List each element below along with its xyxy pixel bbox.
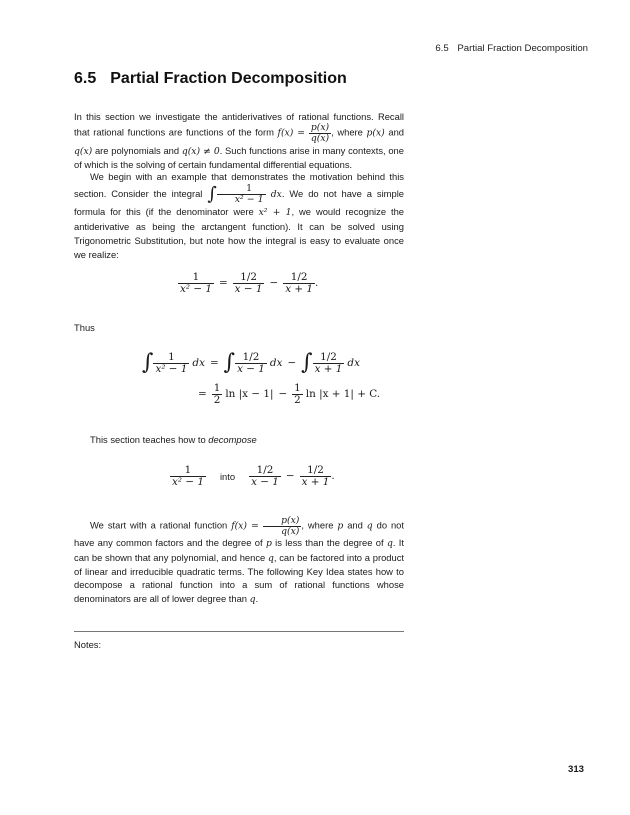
page-number: 313 [568,764,585,775]
fraction-denominator: x + 1 [301,475,330,488]
running-head-section-number: 6.5 [435,43,449,54]
fraction-numerator: 1/2 [290,271,308,283]
section-title [74,70,347,88]
fraction-term-b [313,352,345,375]
fraction-p-over-q [309,123,331,143]
text-run: , where [301,519,338,531]
period: . [331,470,335,483]
text-run: . [255,592,259,604]
fraction-lhs [170,465,206,488]
text-run: and [384,126,404,138]
text-run: We begin with an example that demonstrates the motivation behind this section. Consider the integral [74,171,404,199]
fraction-numerator: 1/2 [307,464,324,476]
text-run: do not have any common factors and the degree of [74,519,404,549]
equals-sign: = [209,357,219,370]
section-title-number: 6.5 [74,70,97,87]
period: . [314,277,319,290]
fraction-denominator: q(x) [310,132,330,144]
math-dx: dx [347,357,360,370]
math-dx: dx [269,357,283,370]
text-run: , where [331,126,367,138]
notes-divider [74,631,404,632]
integral-sign: ∫ [223,350,236,376]
motivation-paragraph [74,170,404,262]
text-run: . We do not have a simple formula for this (if the denominator were [74,187,404,217]
fraction-numerator: 1/2 [242,351,260,363]
equation-into [170,465,335,488]
fraction-denominator: x − 1 [234,282,263,295]
math-x2-plus-1: x² + 1 [258,206,292,218]
fraction-denominator: x² − 1 [180,282,212,295]
fraction-one-half [212,383,223,406]
math-q: q [268,552,274,564]
notes-label: Notes: [74,639,102,650]
text-run: . Such functions arise in many contexts, one of which is the solving of certain fundamental differential equations. [74,144,404,170]
fraction-lhs [153,352,189,375]
text-run: is less than the degree of [271,537,387,549]
minus-sign: − [278,388,288,401]
math-condition: q(x) ≠ 0 [181,145,220,157]
math-q: q [366,520,373,532]
teach-sentence [74,433,404,446]
math-f-of-x: f(x) = [277,127,309,139]
log-term-2: ln |x + 1| + C. [305,388,381,401]
fraction-denominator: q(x) [263,526,301,537]
intro-paragraph [74,110,404,171]
emphasized-word: decompose [208,434,257,445]
text-run: , we would recognize the antiderivative as being the arctangent function). It can be solved using Trigonometric Substitution, but note how the integral is easy to evaluate once we realize: [74,205,404,260]
minus-sign: − [285,470,295,483]
text-run: are polynomials and [92,144,182,156]
text-run: In this section we investigate the antiderivatives of rational functions. Recall that rational functions are functions of the form [74,111,404,138]
integral-sign: ∫ [142,350,154,376]
fraction-denominator: x + 1 [285,282,313,295]
minus-sign: − [287,357,297,370]
section-title-text: Partial Fraction Decomposition [110,70,347,87]
fraction-one-over-x2-minus-1 [217,184,266,205]
text-run: and [343,519,367,531]
equals-sign: = [198,388,207,401]
fraction-denominator: x² − 1 [217,194,266,205]
fraction-denominator: x − 1 [237,362,265,375]
log-term-1: ln |x − 1| [225,388,274,401]
fraction-term-a [249,465,281,488]
fraction-numerator: 1 [168,351,175,363]
text-run: We start with a rational function [90,519,232,531]
math-q: q [249,593,256,605]
text-run: . It can be shown that any polynomial, and hence [74,537,404,563]
fraction-numerator: 1 [192,271,200,283]
integral-sign: ∫ [301,350,313,376]
fraction-numerator: p(x) [281,515,300,526]
math-p: p [265,538,272,550]
equation-decomposition [178,272,318,295]
math-f-of-x: f(x) = [231,520,264,532]
fraction-numerator: 1 [184,464,192,476]
running-head [435,43,588,54]
math-dx: dx [265,188,282,200]
fraction-term-b [300,464,335,488]
running-head-section-name: Partial Fraction Decomposition [457,43,588,54]
fraction-denominator: x + 1 [314,362,343,375]
math-p: p [337,520,344,532]
fraction-one-half [292,383,303,406]
minus-sign: − [269,277,279,290]
fraction-numerator: 1/2 [256,464,274,476]
into-word: into [219,470,236,482]
fraction-numerator: 1 [246,183,253,194]
math-q-of-x: q(x) [74,145,93,157]
fraction-numerator: 1/2 [320,351,337,363]
equation-integral-line2 [193,383,380,406]
math-q: q [386,538,393,550]
fraction-numerator: 1/2 [240,271,257,283]
integral-sign: ∫ [207,183,217,205]
fraction-p-over-q [263,516,301,536]
rational-function-paragraph [74,516,404,606]
text-run: This section teaches how to [90,434,209,445]
equation-integral-line1 [142,352,360,375]
fraction-lhs [178,272,214,295]
fraction-numerator: p(x) [310,122,330,134]
fraction-term-a [233,272,265,295]
fraction-denominator: x² − 1 [155,362,188,375]
fraction-denominator: 2 [294,393,301,406]
equals-sign: = [218,277,228,290]
thus-label: Thus [74,322,95,333]
fraction-denominator: x − 1 [251,475,279,488]
fraction-term-b [283,272,315,295]
math-dx: dx [192,357,205,370]
fraction-numerator: 1 [294,382,301,394]
text-run: , can be factored into a product of linear and irreducible quadratic terms. The following Key Idea states how to decompose a rational function into a sum of rational functions whose denominators are all of lower degree than [74,551,405,604]
fraction-denominator: x² − 1 [172,475,204,488]
fraction-term-a [235,352,267,375]
math-p-of-x: p(x) [366,127,385,139]
fraction-numerator: 1 [213,382,221,394]
fraction-denominator: 2 [213,393,221,406]
